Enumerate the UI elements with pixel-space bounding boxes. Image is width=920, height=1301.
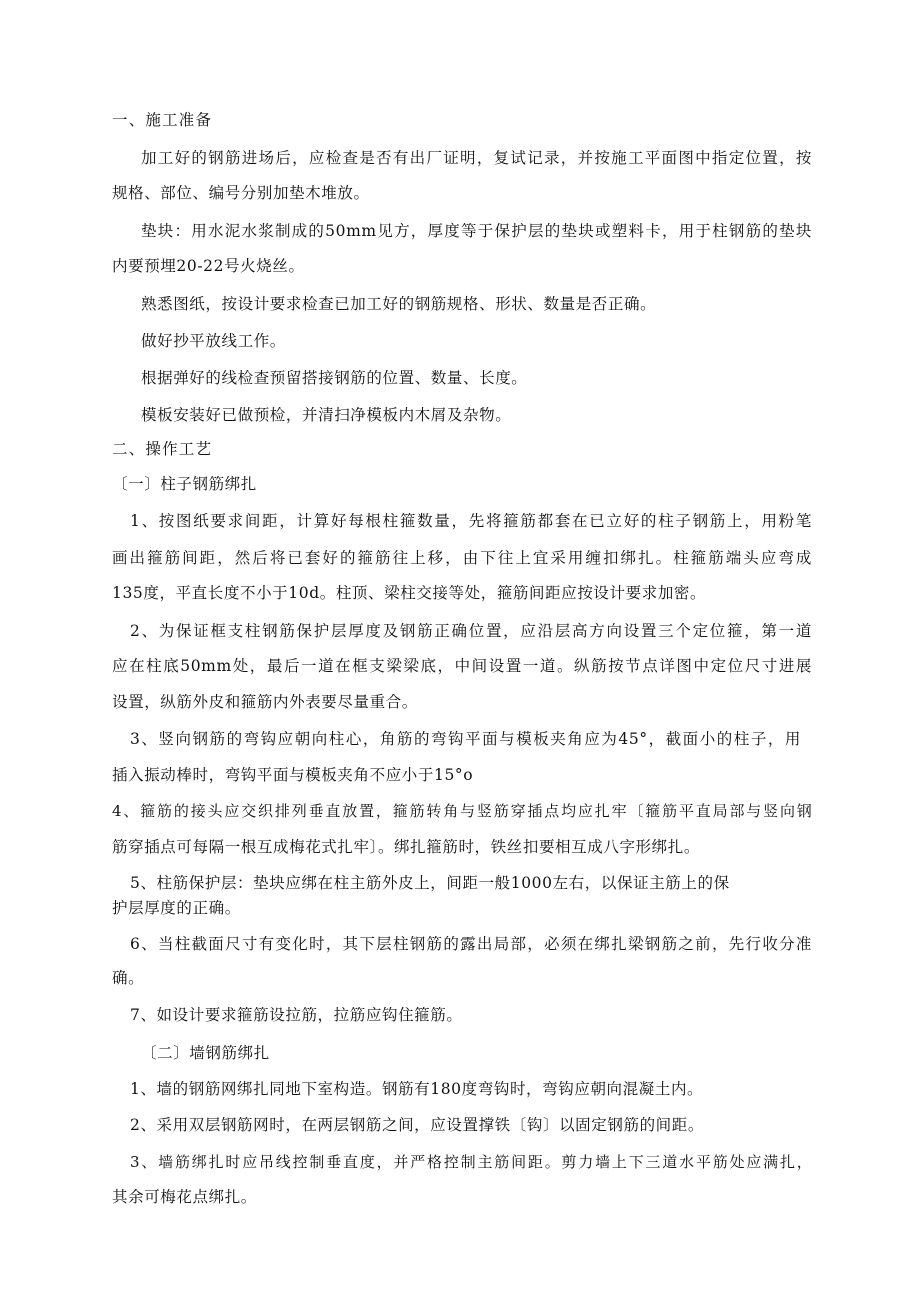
- paragraph-line: 确。: [112, 969, 145, 987]
- paragraph-line: 2、为保证框支柱钢筋保护层厚度及钢筋正确位置，应沿层高方向设置三个定位箍，第一道: [130, 622, 812, 640]
- paragraph-line: 护层厚度的正确。: [112, 899, 241, 917]
- paragraph-line: 1、墙的钢筋网绑扎同地下室构造。钢筋有180度弯钩时，弯钩应朝向混凝土内。: [130, 1080, 704, 1098]
- paragraph-line: 其余可梅花点绑扎。: [112, 1188, 257, 1206]
- subsection-heading-wall: 〔二〕墙钢筋绑扎: [141, 1044, 270, 1062]
- paragraph-line: 5、柱筋保护层：垫块应绑在柱主筋外皮上，间距一般1000左右，以保证主筋上的保: [130, 874, 730, 892]
- paragraph-line: 7、如设计要求箍筋设拉筋，拉筋应钩住箍筋。: [130, 1006, 463, 1024]
- paragraph-line: 画出箍筋间距，然后将已套好的箍筋往上移，由下往上宜采用缠扣绑扎。柱箍筋端头应弯成: [112, 549, 812, 567]
- paragraph-line: 2、采用双层钢筋网时，在两层钢筋之间，应设置撑铁〔钩〕以固定钢筋的间距。: [130, 1116, 704, 1134]
- paragraph-line: 设置，纵筋外皮和箍筋内外表要尽量重合。: [112, 693, 418, 711]
- paragraph-line: 规格、部位、编号分别加垫木堆放。: [112, 184, 370, 202]
- paragraph-line: 应在柱底50mm处，最后一道在框支梁梁底，中间设置一道。纵筋按节点详图中定位尺寸进展: [112, 657, 812, 675]
- paragraph-line: 3、墙筋绑扎时应吊线控制垂直度，并严格控制主筋间距。剪力墙上下三道水平筋处应满扎，: [130, 1153, 812, 1171]
- paragraph-line: 4、箍筋的接头应交织排列垂直放置，箍筋转角与竖筋穿插点均应扎牢〔箍筋平直局部与竖向钢: [112, 802, 812, 820]
- paragraph-line: 3、竖向钢筋的弯钩应朝向柱心，角筋的弯钩平面与模板夹角应为45°，截面小的柱子，用: [130, 730, 801, 748]
- paragraph-line: 做好抄平放线工作。: [141, 332, 286, 350]
- paragraph-line: 模板安装好已做预检，并清扫净模板内木屑及杂物。: [141, 406, 512, 424]
- paragraph-line: 内要预埋20-22号火烧丝。: [112, 257, 305, 275]
- subsection-heading-column: 〔一〕柱子钢筋绑扎: [112, 475, 257, 493]
- paragraph-line: 6、当柱截面尺寸有变化时，其下层柱钢筋的露出局部，必须在绑扎梁钢筋之前，先行收分准: [130, 935, 812, 953]
- paragraph-line: 插入振动棒时，弯钩平面与模板夹角不应小于15°o: [112, 766, 474, 784]
- paragraph-line: 根据弹好的线检查预留搭接钢筋的位置、数量、长度。: [141, 369, 528, 387]
- paragraph-line: 熟悉图纸，按设计要求检查已加工好的钢筋规格、形状、数量是否正确。: [141, 295, 657, 313]
- paragraph-line: 加工好的钢筋进场后，应检查是否有出厂证明，复试记录，并按施工平面图中指定位置，按: [141, 149, 812, 167]
- paragraph-line: 135度，平直长度不小于10d。柱顶、梁柱交接等处，箍筋间距应按设计要求加密。: [112, 584, 707, 602]
- paragraph-line: 垫块：用水泥水浆制成的50mm见方，厚度等于保护层的垫块或塑料卡，用于柱钢筋的垫块: [141, 222, 812, 240]
- paragraph-line: 1、按图纸要求间距，计算好每根柱箍数量，先将箍筋都套在已立好的柱子钢筋上，用粉笔: [130, 512, 812, 530]
- section-heading-preparation: 一、施工准备: [112, 111, 213, 129]
- section-heading-process: 二、操作工艺: [112, 440, 213, 458]
- paragraph-line: 筋穿插点可每隔一根互成梅花式扎牢〕。绑扎箍筋时，铁丝扣要相互成八字形绑扎。: [112, 838, 700, 856]
